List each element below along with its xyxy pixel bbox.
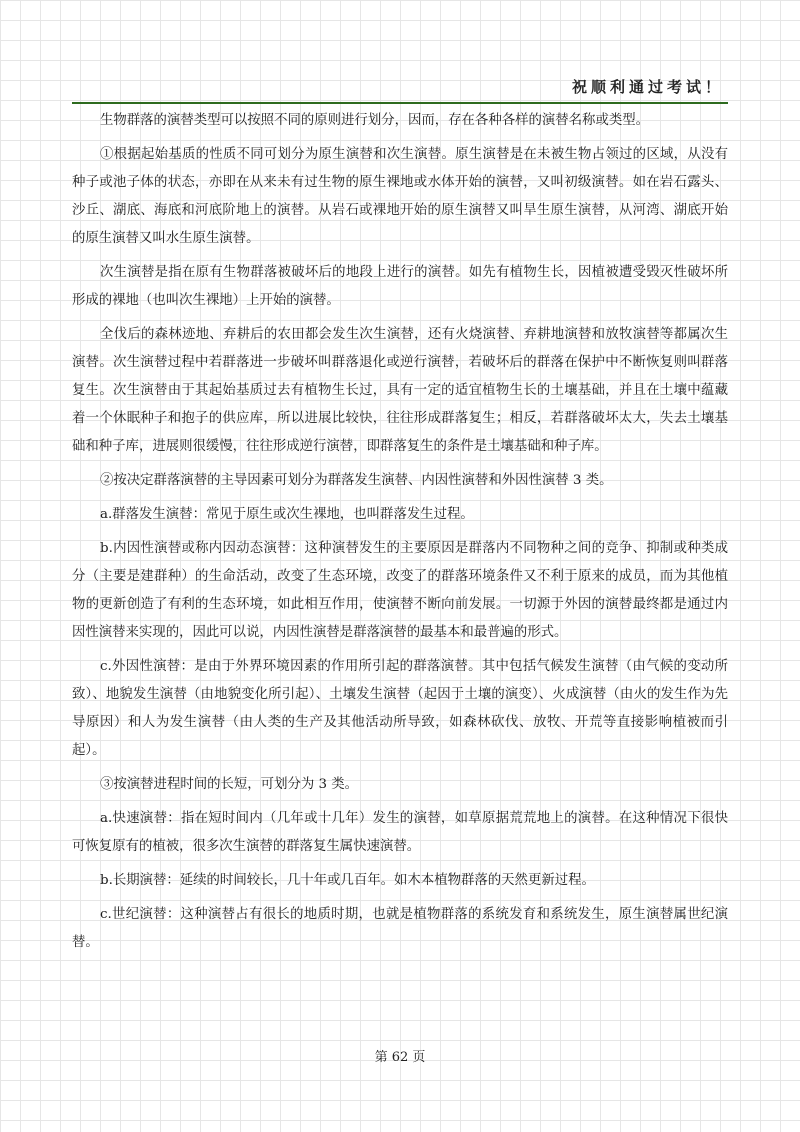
paragraph: a.快速演替：指在短时间内（几年或十几年）发生的演替，如草原据荒荒地上的演替。在这种情况下很快可恢复原有的植被，很多次生演替的群落复生属快速演替。 [72,811,728,854]
paragraph: ①根据起始基质的性质不同可划分为原生演替和次生演替。原生演替是在未被生物占领过的区域，从没有种子或池子体的状态，亦即在从来未有过生物的原生裸地或水体开始的演替，又叫初级演替。如在岩石露头、沙丘、湖底、海底和河底阶地上的演替。从岩石或裸地开始的原生演替又叫旱生原生演替，从河湾、湖底开始的原生演替又叫水生原生演替。 [72,147,728,246]
paragraph: 全伐后的森林迹地、弃耕后的农田都会发生次生演替，还有火烧演替、弃耕地演替和放牧演替等都属次生演替。次生演替过程中若群落进一步破坏叫群落退化或逆行演替，若破坏后的群落在保护中不断恢复则叫群落复生。次生演替由于其起始基质过去有植物生长过，具有一定的适宜植物生长的土壤基础，并且在土壤中蕴藏着一个休眠种子和抱子的供应库，所以进展比较快，往往形成群落复生；相反，若群落破坏太大，失去土壤基础和种子库，进展则很缓慢，往往形成逆行演替，即群落复生的条件是土壤基础和种子库。 [72,327,728,454]
page-header [72,76,728,104]
paragraph: b.内因性演替或称内因动态演替：这种演替发生的主要原因是群落内不同物种之间的竞争、抑制或种类成分（主要是建群种）的生命活动，改变了生态环境，改变了的群落环境条件又不利于原来的成员，而为其他植物的更新创造了有利的生态环境，如此相互作用，使演替不断向前发展。一切源于外因的演替最终都是通过内因性演替来实现的，因此可以说，内因性演替是群落演替的最基本和最普遍的形式。 [72,541,728,640]
paragraph: ③按演替进程时间的长短，可划分为 3 类。 [100,777,359,792]
header-title: 祝顺利通过考试！ [571,78,724,96]
paragraph: b.长期演替：延续的时间较长，几十年或几百年。如木本植物群落的天然更新过程。 [100,873,595,888]
page-number: 第 62 页 [374,1050,426,1065]
page-footer [0,1046,800,1065]
document-body [72,107,728,963]
paragraph: 生物群落的演替类型可以按照不同的原则进行划分，因而，存在各种各样的演替名称或类型。 [100,113,650,128]
paragraph: ②按决定群落演替的主导因素可划分为群落发生演替、内因性演替和外因性演替 3 类。 [100,473,613,488]
paragraph: c.外因性演替：是由于外界环境因素的作用所引起的群落演替。其中包括气候发生演替（由气候的变动所致）、地貌发生演替（由地貌变化所引起）、土壤发生演替（起因于土壤的演变）、火成演替（由火的发生作为先导原因）和人为发生演替（由人类的生产及其他活动所导致，如森林砍伐、放牧、开荒等直接影响植被而引起）。 [72,659,728,758]
paragraph: c.世纪演替：这种演替占有很长的地质时期，也就是植物群落的系统发育和系统发生，原生演替属世纪演替。 [72,907,728,950]
paragraph: 次生演替是指在原有生物群落被破坏后的地段上进行的演替。如先有植物生长，因植被遭受毁灭性破坏所形成的裸地（也叫次生裸地）上开始的演替。 [72,265,728,308]
paragraph: a.群落发生演替：常见于原生或次生裸地，也叫群落发生过程。 [100,507,474,522]
